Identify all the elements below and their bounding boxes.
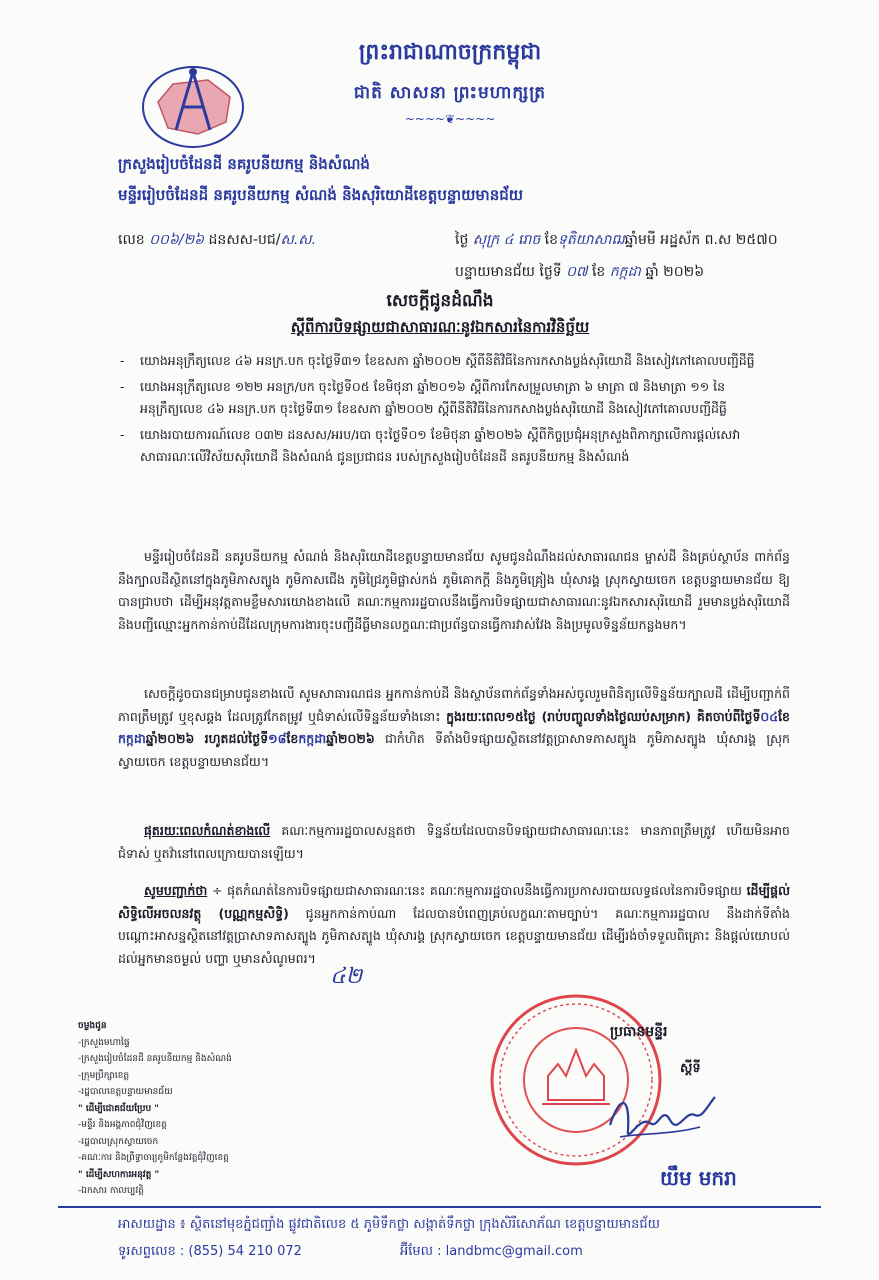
footer-phone: ទូរសព្ទលេខ : (855) 54 210 072 <box>118 1244 302 1259</box>
footer-email: អ៊ីមែល : landbmc@gmail.com <box>400 1244 583 1259</box>
footer-divider <box>58 1206 821 1208</box>
body-paragraph-2 <box>118 683 790 773</box>
paragraph4-part-b: ជូនអ្នកកាន់កាប់ណា ដែលបានបំពេញគ្រប់លក្ខណៈតាមច្បាប់។ គណៈកម្មការរដ្ឋបាល នឹងដាក់ទីតាំងបណ្ដោះអាសន្នស្ថិតនៅវត្តប្រាសាទភាសត្បូង ភូមិភាសត្បូង ឃុំសារង្គ ស្រុកស្វាយចេក ខេត្តបន្ទាយមានជ័យ ដើម្បីរង់ចាំទទួលពិគ្រោះ និងផ្ដល់យោបល់ដល់អ្នកមានចម្ងល់ បញ្ហា ឬមានសំណូមពរ។ <box>118 905 790 966</box>
cc-item: -ក្រសួងរៀបចំដែនដី នគរូបនីយកម្ម និងសំណង់ <box>78 1054 232 1064</box>
paragraph3-heading: ផុតរយៈពេលកំណត់ខាងលើ <box>144 823 271 838</box>
to-month-handwritten: កក្កដា <box>298 731 327 746</box>
year: ឆ្នាំ ២០២៦ <box>645 264 705 280</box>
handwritten-signature-icon <box>600 1075 720 1155</box>
department-name: មន្ទីររៀបចំដែនដី នគរូបនីយកម្ម សំណង់ និងសុរិយោដីខេត្តបន្ទាយមានជ័យ <box>118 186 524 204</box>
until-label: រហូតដល់ថ្ងៃទី <box>204 731 269 746</box>
reference-suffix: ដនសស-បជ/ <box>208 232 281 248</box>
lunar-month-handwritten: ទុតិយាសាឍ <box>558 232 625 248</box>
document-title: សេចក្ដីជូនដំណឹង <box>386 291 494 311</box>
lunar-prefix: ថ្ងៃ <box>455 232 469 248</box>
handwritten-mark: ៤២ <box>330 964 363 989</box>
cc-item: -រដ្ឋបាលស្រុកស្វាយចេក <box>78 1136 159 1147</box>
document-subtitle: ស្ដីពីការបិទផ្សាយជាសាធារណៈនូវឯកសារនៃការវិនិច្ឆ័យ <box>290 318 590 336</box>
to-month-label: ខែ <box>286 731 299 746</box>
cc-heading: ចម្លងជូន <box>78 1021 107 1031</box>
signer-title: ប្រធានមន្ទីរ <box>610 1024 668 1040</box>
reference-item: - យោងរបាយការណ៍លេខ ០៣២ ដនសស/អរប/របា ចុះថ្ងៃទី០១ ខែមិថុនា ឆ្នាំ២០២៦ ស្ដីពីកិច្ចប្រជុំអនុក្រសួងពិភាក្សាលើការផ្ដល់សេវាសាធារណៈលើវិស័យសុរិយោដី និងសំណង់ ជូនប្រជាជន របស់ក្រសួងរៀបចំដែនដី នគរូបនីយកម្ម និងសំណង់ <box>118 424 788 468</box>
paragraph2-rest: ជាកំហិត ទីតាំងបិទផ្សាយស្ថិតនៅវត្តប្រាសាទភាសត្បូង ភូមិភាសត្បូង ឃុំសារង្គ ស្រុកស្វាយចេក ខេត្តបន្ទាយមានជ័យ។ <box>118 731 790 769</box>
kingdom-heading: ព្រះរាជាណាចក្រកម្ពុជា <box>358 40 542 65</box>
reference-label: លេខ <box>118 232 145 248</box>
cc-item: -រដ្ឋបាលខេត្តបន្ទាយមានជ័យ <box>78 1087 173 1097</box>
reference-number <box>118 230 316 251</box>
motto-ornament: ~~~~❦~~~~ <box>404 112 496 126</box>
signer-acting: ស្ដីទី <box>680 1061 701 1076</box>
place-date-prefix: បន្ទាយមានជ័យ ថ្ងៃទី <box>455 264 562 280</box>
reference-suffix-handwritten: ស.ស. <box>280 232 317 248</box>
body-paragraph-3 <box>118 820 790 865</box>
lunar-day-handwritten: សុក្រ ៤ រោច <box>472 232 541 248</box>
body-paragraph-1: មន្ទីររៀបចំដែនដី នគរូបនីយកម្ម សំណង់ និងសុរិយោដីខេត្តបន្ទាយមានជ័យ សូមជូនដំណឹងដល់សាធារណជន ម្ចាស់ដី និងគ្រប់ស្ថាប័ន ពាក់ព័ន្ធនឹងក្បាលដីស្ថិតនៅក្នុងភូមិភាសត្បូង ភូមិភាសជើង ភូមិជ្រៃភូមិផ្លាស់កង់ ភូមិគោកក្ដី និងភូមិគ្រៀង ឃុំសារង្គ ស្រុកស្វាយចេក ខេត្តបន្ទាយមានជ័យ ឱ្យបានជ្រាបថា ដើម្បីអនុវត្តតាមខ្លឹមសារយោងខាងលើ គណៈកម្មការរដ្ឋបាលនឹងធ្វើការបិទផ្សាយជាសាធារណៈនូវឯកសារសុរិយោដី រួមមានប្លង់សុរិយោដី និងបញ្ជីឈ្មោះអ្នកកាន់កាប់ដីដែលក្រុមការងារចុះបញ្ជីដីធ្លីមានលក្ខណៈជាប្រព័ន្ធបានធ្វើការវាស់វែង និងប្រមូលទិន្នន័យកន្លងមក។ <box>118 549 790 632</box>
paragraph2-intro: សេចក្ដីដូចបានជម្រាបជូនខាងលើ សូមសាធារណជន អ្នកកាន់កាប់ដី និងស្ថាប័នពាក់ព័ន្ធទាំងអស់ចូលរួមពិនិត្យលើទិន្នន័យក្បាលដី ដើម្បីបញ្ជាក់ពីភាពត្រឹមត្រូវ ឬខុសឆ្គង ដែលត្រូវកែតម្រូវ ឬជំទាស់លើទិន្នន័យទាំងនោះ <box>118 686 790 724</box>
paragraph3-rest: គណៈកម្មការរដ្ឋបាលសន្មតថា ទិន្នន័យដែលបានបិទផ្សាយជាសាធារណៈនេះ មានភាពត្រឹមត្រូវ ហើយមិនអាចជំទាស់ ឬតវ៉ានៅពេលក្រោយបានឡើយ។ <box>118 823 790 861</box>
paragraph4-heading: សូមបញ្ជាក់ថា <box>144 883 208 898</box>
from-day-handwritten: ០៤ <box>760 708 779 724</box>
reference-number-handwritten: ០០៦/២៦ <box>149 232 205 248</box>
lunar-date <box>455 230 778 251</box>
to-year: ឆ្នាំ២០២៦ <box>326 731 375 746</box>
day-handwritten: ០៧ <box>566 264 588 280</box>
lunar-month-label: ខែ <box>544 232 559 248</box>
national-motto: ជាតិ សាសនា ព្រះមហាក្សត្រ <box>353 83 547 103</box>
signer-name: យឹម មករា <box>660 1166 737 1190</box>
footer-address: អាសយដ្ឋាន ៖ ស្ថិតនៅមុខភ្នំជញ្ជាំង ផ្លូវជាតិលេខ ៥ ភូមិទឹកថ្លា សង្កាត់ទឹកថ្លា ក្រុងសិរីសោភ័ណ ខេត្តបន្ទាយមានជ័យ <box>118 1217 660 1232</box>
cc-item: -ក្រុមប្រឹក្សាខេត្ត <box>78 1070 130 1081</box>
cc-list <box>78 1018 308 1200</box>
ministry-logo-icon <box>138 62 248 152</box>
reference-item: - យោងអនុក្រឹត្យលេខ ៤៦ អនក្រ.បក ចុះថ្ងៃទី៣១ ខែឧសភា ឆ្នាំ២០០២ ស្ដីពីនីតិវិធីនៃការកសាងប្លង់សុរិយោដី និងសៀវភៅគោលបញ្ជីដីធ្លី <box>118 350 788 372</box>
paragraph2-period: ក្នុងរយៈពេល១៥ថ្ងៃ (រាប់បញ្ចូលទាំងថ្ងៃឈប់សម្រាក) គិតចាប់ពីថ្ងៃទី <box>446 708 761 724</box>
from-year: ឆ្នាំ២០២៦ <box>145 731 195 746</box>
cc-item: -ឯកសារ កាលប្បវត្តិ <box>78 1186 144 1196</box>
cc-item: -គណៈការ និងព្រឹទ្ធាចារ្យភូមិកន្លែងវត្តជុំវិញខេត្ត <box>78 1153 229 1163</box>
from-month-label: ខែ <box>778 708 790 724</box>
month-handwritten: កក្កដា <box>609 264 641 280</box>
from-month-handwritten: កក្កដា <box>118 731 146 746</box>
paragraph4-emphasis: ដើម្បីផ្ដល់សិទ្ធិលើអចលនវត្ថុ (បណ្ណកម្មសិទ្ធិ) <box>118 883 790 921</box>
ministry-name: ក្រសួងរៀបចំដែនដី នគរូបនីយកម្ម និងសំណង់ <box>118 155 370 173</box>
month-label: ខែ <box>591 264 606 280</box>
reference-list <box>118 350 788 472</box>
cc-item: -មន្ទីរ និងអង្គភាពជុំវិញខេត្ត <box>78 1120 167 1130</box>
place-date <box>455 262 704 283</box>
cc-item: " ដើម្បីជោគជ័យប្រែប " <box>78 1103 159 1114</box>
body-paragraph-4 <box>118 880 790 970</box>
paragraph4-part-a: ÷ ផុតកំណត់នៃការបិទផ្សាយជាសាធារណៈនេះ គណៈកម្មការរដ្ឋបាលនឹងធ្វើការប្រកាសរបាយលទ្ធផលនៃការបិទផ្សាយ <box>211 883 742 898</box>
to-day-handwritten: ១៨ <box>268 731 287 746</box>
lunar-year: ឆ្នាំមមី អដ្ឋស័ក ព.ស ២៥៧០ <box>624 232 778 248</box>
cc-item: -ក្រសួងមហាផ្ទៃ <box>78 1037 130 1048</box>
reference-item: - យោងអនុក្រឹត្យលេខ ១២២ អនក្រ/បក ចុះថ្ងៃទី០៥ ខែមិថុនា ឆ្នាំ២០១៦ ស្ដីពីការកែសម្រួលមាត្រា ៦ មាត្រា ៧ និងមាត្រា ១១ នៃអនុក្រឹត្យលេខ ៤៦ អនក្រ.បក ចុះថ្ងៃទី៣១ ខែឧសភា ឆ្នាំ២០០២ ស្ដីពីនីតិវិធីនៃការកសាងប្លង់សុរិយោដី និងសៀវភៅគោលបញ្ជីដីធ្លី <box>118 376 788 420</box>
cc-item: " ដើម្បីសហការអនុវត្ត " <box>78 1169 160 1180</box>
